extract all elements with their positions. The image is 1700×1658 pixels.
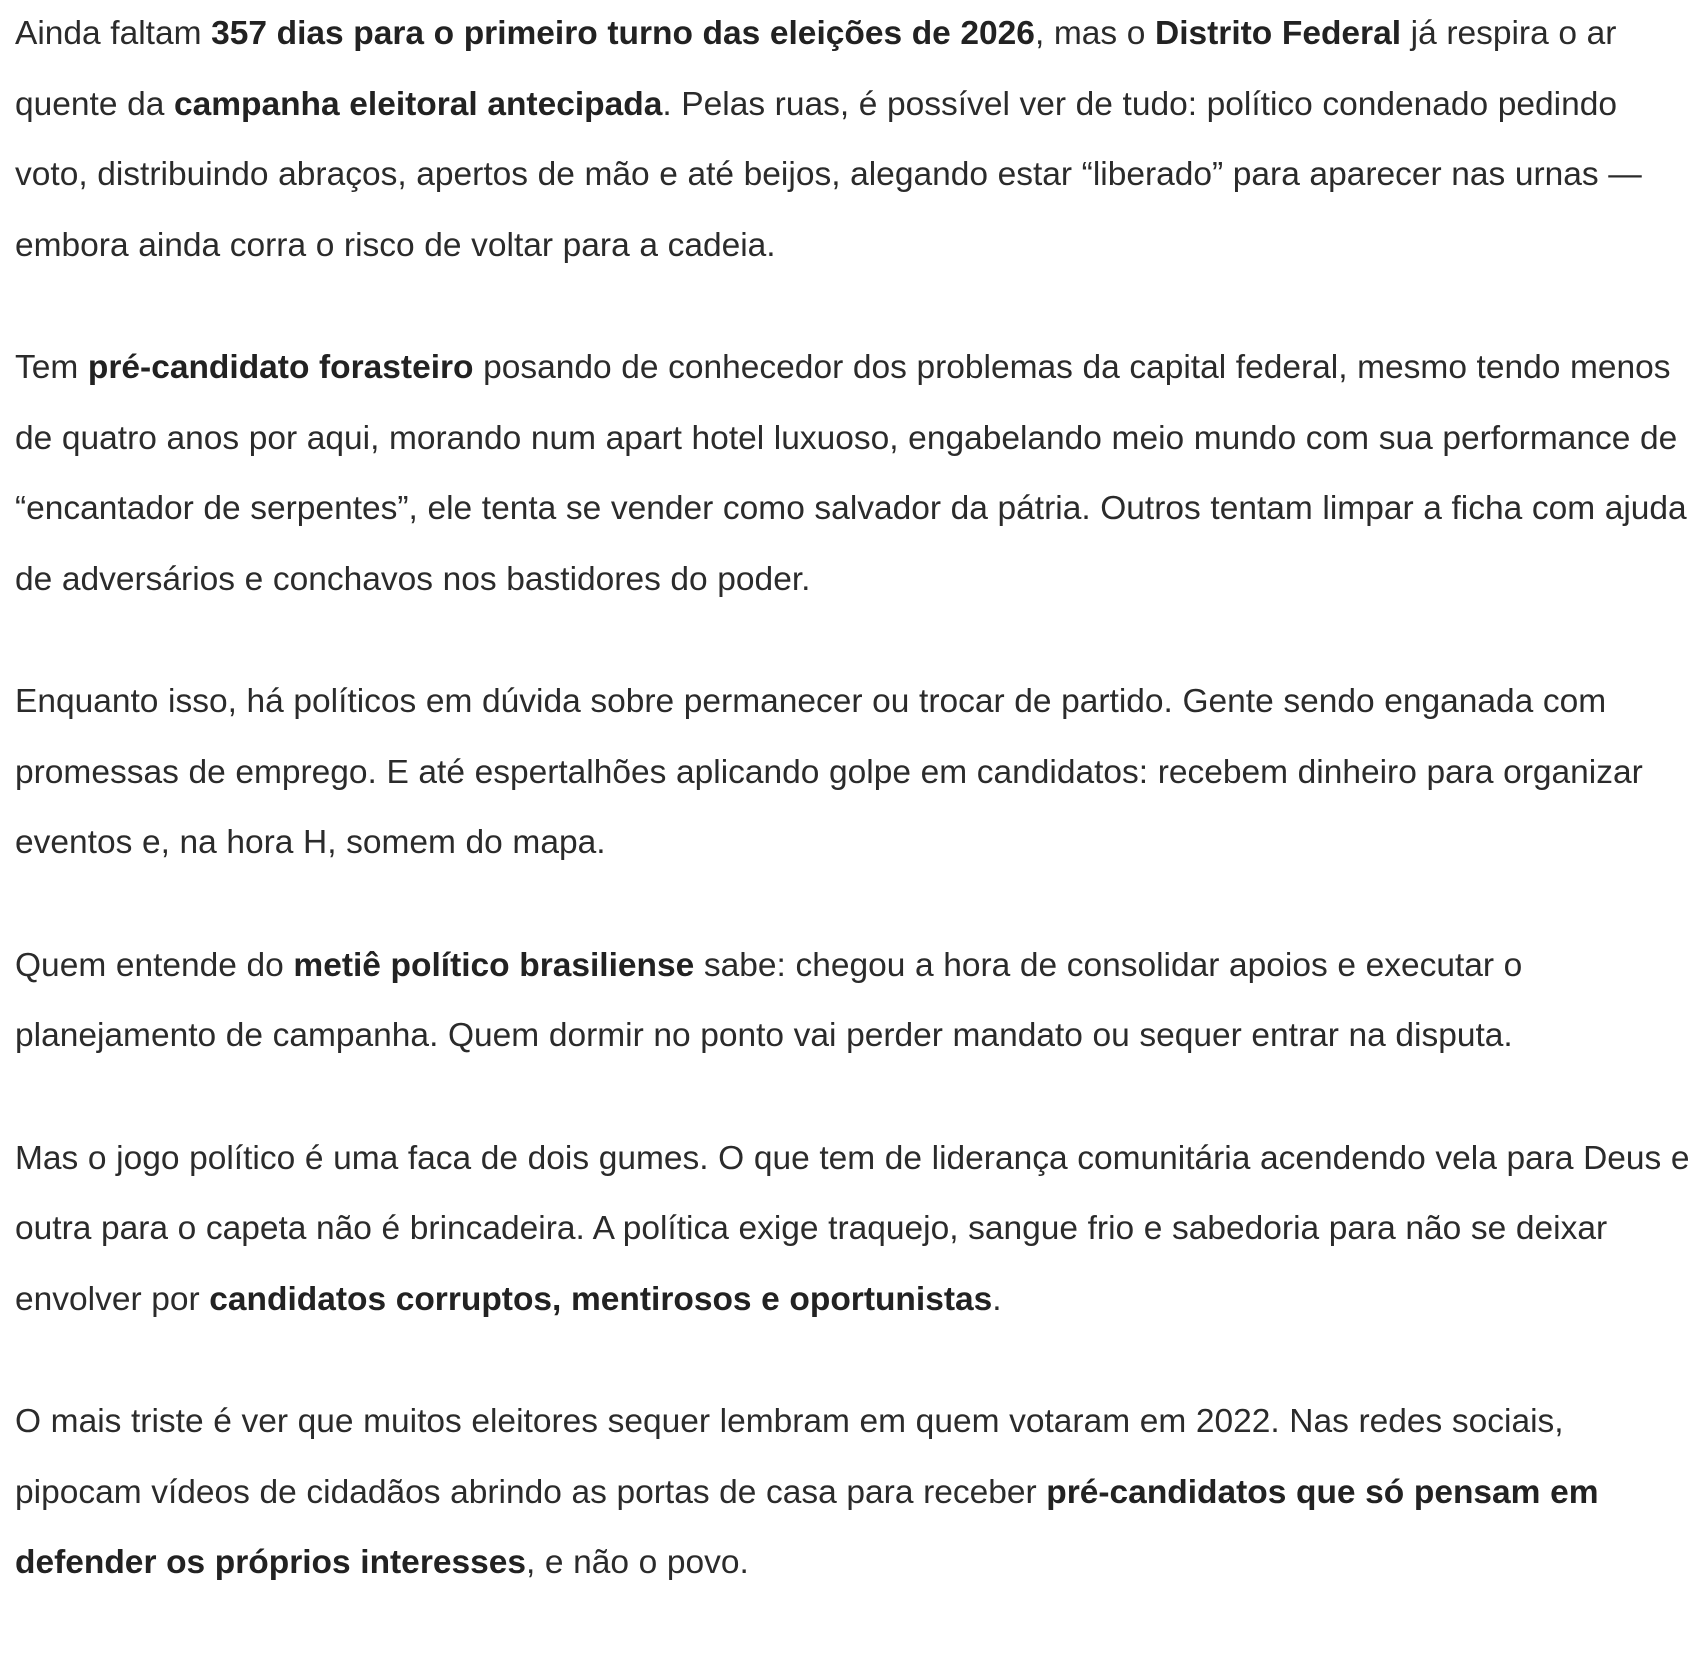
article-body <box>15 0 1695 1651</box>
bold-text-segment: candidatos corruptos, mentirosos e oportunistas <box>209 1280 993 1318</box>
paragraph <box>15 667 1695 879</box>
text-segment: O mais triste é ver que muitos eleitores sequer lembram em quem votaram em 2022. Nas redes sociais, pipocam vídeos de cidadãos abrindo as portas de casa para receber <box>15 1403 1564 1511</box>
text-segment: . <box>992 1280 1002 1318</box>
text-segment: Tem <box>15 349 88 386</box>
bold-text-segment: campanha eleitoral antecipada <box>173 85 663 123</box>
text-segment: sabe: chegou a hora de consolidar apoios e executar o planejamento de campanha. Quem dormir no ponto vai perder mandato ou sequer entrar na disputa. <box>15 946 1523 1054</box>
text-segment: Enquanto isso, há políticos em dúvida sobre permanecer ou trocar de partido. Gente sendo enganada com promessas de emprego. E até espertalhões aplicando golpe em candidatos: recebem dinheiro para organizar eventos e, na hora H, somem do mapa. <box>15 683 1643 861</box>
text-segment: . Pelas ruas, é possível ver de tudo: político condenado pedindo voto, distribuindo abraços, apertos de mão e até beijos, alegando estar “liberado” para aparecer nas urnas — embora ainda corra o risco de voltar para a cadeia. <box>15 85 1642 264</box>
text-segment: Ainda faltam <box>15 15 212 52</box>
paragraph <box>15 1124 1695 1336</box>
bold-text-segment: metiê político brasiliense <box>293 946 695 984</box>
text-segment: já respira o ar quente da <box>15 15 1617 123</box>
text-segment: posando de conhecedor dos problemas da capital federal, mesmo tendo menos de quatro anos por aqui, morando num apart hotel luxuoso, engabelando meio mundo com sua performance de “encantador de serpentes”, ele tenta se vender como salvador da pátria. Outros tentam limpar a ficha com ajuda de adversários e conchavos nos bastidores do poder. <box>15 349 1687 598</box>
paragraph <box>15 1387 1695 1599</box>
bold-text-segment: pré-candidatos que só pensam em defender os próprios interesses <box>15 1473 1599 1581</box>
bold-text-segment: pré-candidato forasteiro <box>87 349 474 386</box>
text-segment: Mas o jogo político é uma faca de dois gumes. O que tem de liderança comunitária acendendo vela para Deus e outra para o capeta não é brincadeira. A política exige traquejo, sangue frio e sabedoria para não se deixar envolver por <box>15 1139 1690 1318</box>
text-segment: , mas o <box>1034 15 1155 52</box>
text-segment: Quem entende do <box>15 946 294 984</box>
paragraph <box>15 931 1695 1072</box>
text-segment: , e não o povo. <box>526 1544 749 1581</box>
paragraph <box>15 0 1695 281</box>
paragraph <box>15 333 1695 615</box>
bold-text-segment: 357 dias para o primeiro turno das eleições de 2026 <box>211 15 1035 52</box>
bold-text-segment: Distrito Federal <box>1155 15 1402 52</box>
